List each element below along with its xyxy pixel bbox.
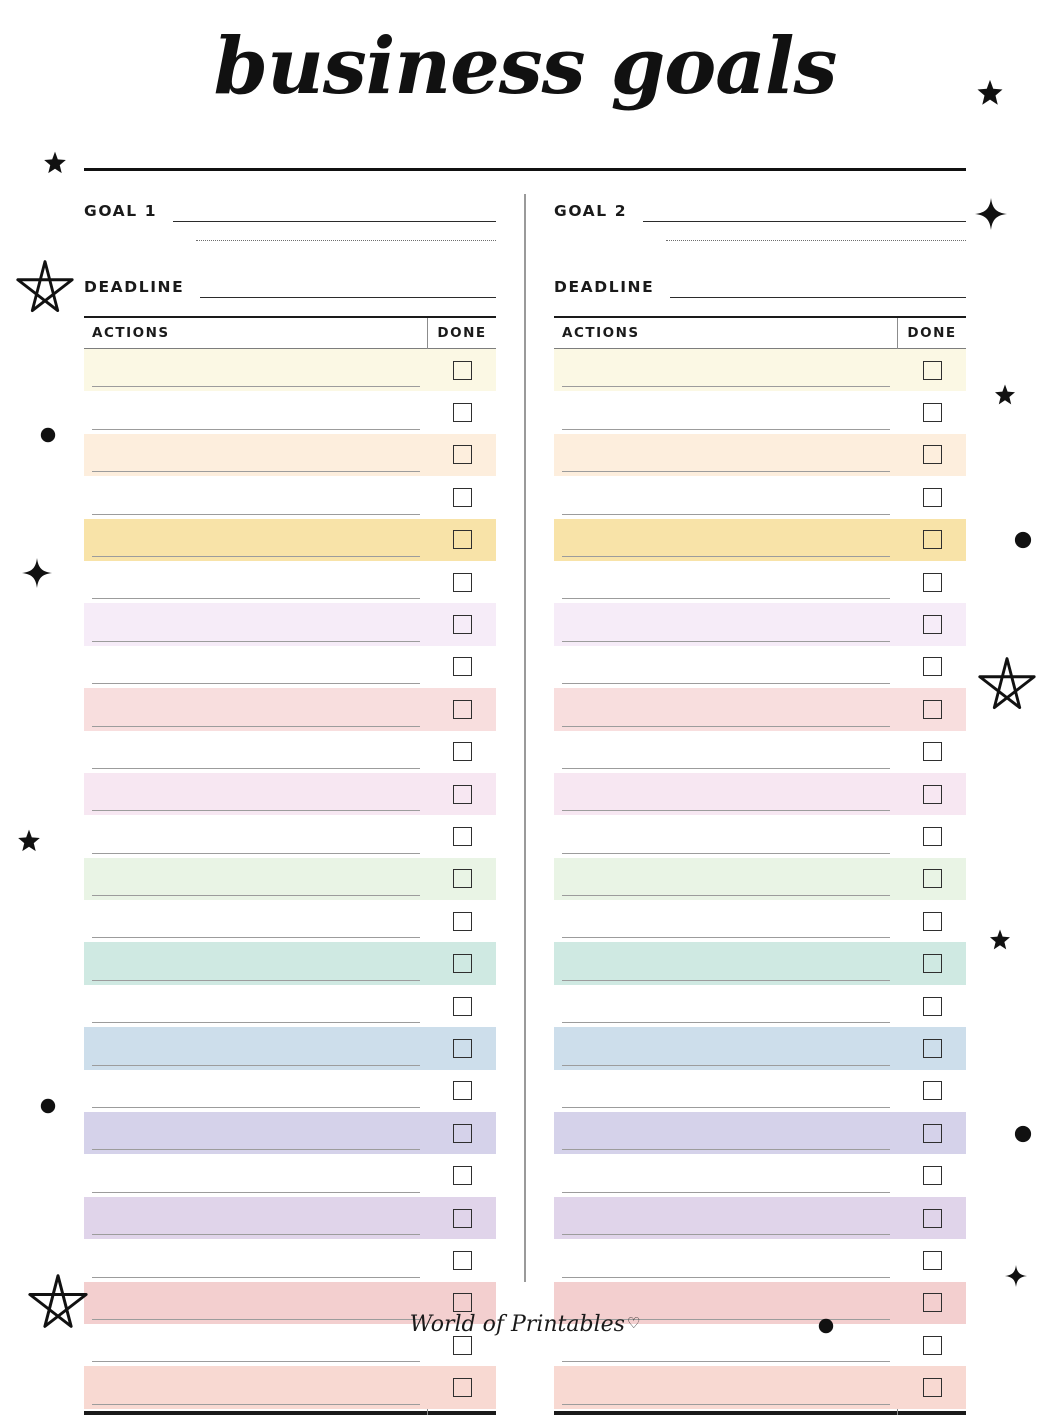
done-checkbox[interactable] — [453, 1251, 472, 1270]
table-row — [554, 519, 966, 561]
done-checkbox[interactable] — [453, 361, 472, 380]
done-checkbox[interactable] — [923, 869, 942, 888]
done-cell — [898, 1070, 966, 1112]
done-cell — [898, 1197, 966, 1239]
done-checkbox[interactable] — [453, 530, 472, 549]
table-row — [84, 1070, 496, 1112]
table-row — [84, 646, 496, 688]
done-cell — [898, 900, 966, 942]
table-row — [84, 985, 496, 1027]
done-cell — [898, 1027, 966, 1069]
done-cell — [428, 773, 496, 815]
done-checkbox[interactable] — [923, 827, 942, 846]
action-input[interactable] — [554, 1366, 898, 1408]
table-row — [84, 1197, 496, 1239]
table-row — [84, 561, 496, 603]
done-cell — [428, 349, 496, 391]
table-row — [84, 858, 496, 900]
table-row — [84, 942, 496, 984]
done-checkbox[interactable] — [923, 445, 942, 464]
done-checkbox[interactable] — [453, 1378, 472, 1397]
done-cell — [898, 1154, 966, 1196]
done-cell — [898, 773, 966, 815]
table-row — [84, 815, 496, 857]
action-input[interactable] — [84, 646, 428, 688]
deadline-input-2[interactable] — [670, 279, 966, 298]
done-cell — [898, 815, 966, 857]
table-row — [554, 688, 966, 730]
action-input[interactable] — [84, 858, 428, 900]
action-input[interactable] — [84, 900, 428, 942]
done-cell — [428, 519, 496, 561]
goal-label: GOAL 1 — [84, 202, 158, 220]
table-rows-1 — [84, 349, 496, 1409]
done-checkbox[interactable] — [923, 615, 942, 634]
done-cell — [898, 561, 966, 603]
done-cell — [428, 688, 496, 730]
done-checkbox[interactable] — [923, 1251, 942, 1270]
done-checkbox[interactable] — [923, 1209, 942, 1228]
table-row — [84, 1112, 496, 1154]
table-rows-2 — [554, 349, 966, 1409]
four-point-star-icon — [975, 198, 1007, 230]
done-cell — [428, 1154, 496, 1196]
done-checkbox[interactable] — [453, 657, 472, 676]
done-checkbox[interactable] — [923, 912, 942, 931]
deadline-label: DEADLINE — [84, 278, 185, 296]
table-row — [84, 1027, 496, 1069]
done-checkbox[interactable] — [923, 1378, 942, 1397]
table-row — [554, 603, 966, 645]
done-checkbox[interactable] — [923, 657, 942, 676]
action-input[interactable] — [554, 985, 898, 1027]
table-row — [84, 688, 496, 730]
action-input[interactable] — [554, 1154, 898, 1196]
table-header-row — [554, 318, 966, 349]
table-row — [554, 561, 966, 603]
table-row — [554, 815, 966, 857]
table-row — [554, 942, 966, 984]
done-cell — [428, 900, 496, 942]
done-cell — [898, 942, 966, 984]
done-checkbox[interactable] — [453, 954, 472, 973]
table-row — [554, 1112, 966, 1154]
done-cell — [898, 1112, 966, 1154]
table-row — [84, 603, 496, 645]
table-row — [554, 985, 966, 1027]
table-row — [554, 1197, 966, 1239]
table-row — [554, 646, 966, 688]
done-checkbox[interactable] — [453, 1039, 472, 1058]
done-cell — [898, 731, 966, 773]
action-input[interactable] — [554, 815, 898, 857]
done-cell — [428, 391, 496, 433]
done-checkbox[interactable] — [923, 1124, 942, 1143]
done-checkbox[interactable] — [923, 954, 942, 973]
table-row — [84, 349, 496, 391]
done-checkbox[interactable] — [923, 1166, 942, 1185]
table-row — [84, 519, 496, 561]
footer — [0, 1312, 1050, 1337]
action-input[interactable] — [84, 603, 428, 645]
action-input[interactable] — [84, 985, 428, 1027]
action-input[interactable] — [554, 434, 898, 476]
done-cell — [428, 731, 496, 773]
dot-icon — [40, 1098, 56, 1114]
done-checkbox[interactable] — [453, 700, 472, 719]
star-icon — [975, 78, 1005, 108]
goal-input-1[interactable] — [173, 203, 496, 222]
table-row — [554, 1154, 966, 1196]
table-row — [554, 858, 966, 900]
goal-input-2[interactable] — [643, 203, 966, 222]
done-checkbox[interactable] — [923, 488, 942, 507]
dot-icon — [40, 427, 56, 443]
table-row — [554, 434, 966, 476]
table-bottom-rule — [554, 1411, 966, 1415]
action-input[interactable] — [84, 688, 428, 730]
goal-field-row — [84, 180, 496, 222]
action-input[interactable] — [84, 1197, 428, 1239]
done-checkbox[interactable] — [923, 700, 942, 719]
done-cell — [428, 561, 496, 603]
done-checkbox[interactable] — [453, 573, 472, 592]
action-input[interactable] — [554, 1197, 898, 1239]
action-input[interactable] — [554, 349, 898, 391]
goal-column-1 — [84, 180, 496, 1415]
action-input[interactable] — [554, 900, 898, 942]
done-cell — [428, 603, 496, 645]
table-row — [84, 731, 496, 773]
goal-field-row — [554, 180, 966, 222]
page-title: business goals — [213, 21, 837, 112]
action-input[interactable] — [554, 646, 898, 688]
done-cell — [428, 1366, 496, 1408]
action-input[interactable] — [84, 519, 428, 561]
done-checkbox[interactable] — [453, 1336, 472, 1355]
table-row — [84, 391, 496, 433]
table-row — [554, 1239, 966, 1281]
done-checkbox[interactable] — [453, 1293, 472, 1312]
deadline-label: DEADLINE — [554, 278, 655, 296]
deadline-field-row — [554, 258, 966, 298]
table-bottom-rule — [84, 1411, 496, 1415]
table-row — [84, 1366, 496, 1408]
done-cell — [898, 349, 966, 391]
star-icon — [988, 928, 1012, 952]
action-input[interactable] — [554, 561, 898, 603]
table-row — [84, 434, 496, 476]
action-input[interactable] — [84, 1239, 428, 1281]
footer-brand: World of Printables — [409, 1312, 625, 1337]
done-checkbox[interactable] — [923, 997, 942, 1016]
done-checkbox[interactable] — [453, 1209, 472, 1228]
table-row — [554, 773, 966, 815]
table-row — [554, 1070, 966, 1112]
done-cell — [428, 1197, 496, 1239]
action-input[interactable] — [84, 942, 428, 984]
table-row — [84, 900, 496, 942]
done-checkbox[interactable] — [453, 869, 472, 888]
column-header-actions: ACTIONS — [562, 325, 640, 341]
column-header-done: DONE — [437, 325, 487, 341]
done-checkbox[interactable] — [453, 785, 472, 804]
table-row — [554, 1366, 966, 1408]
done-checkbox[interactable] — [453, 997, 472, 1016]
table-row — [554, 391, 966, 433]
goal-label: GOAL 2 — [554, 202, 628, 220]
deadline-input-1[interactable] — [200, 279, 496, 298]
actions-table-1 — [84, 316, 496, 1415]
done-cell — [428, 858, 496, 900]
done-checkbox[interactable] — [453, 1081, 472, 1100]
action-input[interactable] — [84, 815, 428, 857]
action-input[interactable] — [554, 476, 898, 518]
action-input[interactable] — [84, 349, 428, 391]
dot-icon — [1014, 1125, 1032, 1143]
action-input[interactable] — [84, 476, 428, 518]
action-input[interactable] — [554, 773, 898, 815]
done-cell — [898, 519, 966, 561]
action-input[interactable] — [554, 1239, 898, 1281]
done-checkbox[interactable] — [923, 1081, 942, 1100]
done-cell — [428, 434, 496, 476]
goal-note-input-2[interactable] — [666, 222, 966, 241]
action-input[interactable] — [554, 1112, 898, 1154]
outline-star-icon — [16, 258, 74, 316]
done-cell — [428, 985, 496, 1027]
column-header-actions: ACTIONS — [92, 325, 170, 341]
action-input[interactable] — [84, 1112, 428, 1154]
done-checkbox[interactable] — [453, 445, 472, 464]
action-input[interactable] — [84, 1070, 428, 1112]
action-input[interactable] — [554, 731, 898, 773]
goal-column-2 — [554, 180, 966, 1415]
goal-note-row — [554, 222, 966, 256]
action-input[interactable] — [554, 942, 898, 984]
action-input[interactable] — [84, 1154, 428, 1196]
action-input[interactable] — [554, 858, 898, 900]
done-cell — [428, 942, 496, 984]
done-cell — [428, 1027, 496, 1069]
action-input[interactable] — [554, 1070, 898, 1112]
done-checkbox[interactable] — [923, 742, 942, 761]
heart-icon: ♡ — [626, 1314, 641, 1332]
done-checkbox[interactable] — [453, 742, 472, 761]
four-point-star-icon — [1005, 1265, 1027, 1287]
dot-icon — [818, 1318, 834, 1334]
done-cell — [898, 688, 966, 730]
done-checkbox[interactable] — [453, 403, 472, 422]
done-cell — [898, 858, 966, 900]
four-point-star-icon — [22, 558, 52, 588]
action-input[interactable] — [84, 434, 428, 476]
table-row — [554, 476, 966, 518]
done-checkbox[interactable] — [453, 615, 472, 634]
done-cell — [898, 646, 966, 688]
star-icon — [993, 383, 1017, 407]
action-input[interactable] — [84, 773, 428, 815]
goals-sheet — [84, 180, 966, 1415]
table-row — [554, 900, 966, 942]
table-row — [554, 349, 966, 391]
done-checkbox[interactable] — [923, 1293, 942, 1312]
deadline-field-row — [84, 258, 496, 298]
title-divider — [84, 168, 966, 171]
done-checkbox[interactable] — [923, 785, 942, 804]
actions-table-2 — [554, 316, 966, 1415]
done-cell — [898, 391, 966, 433]
done-cell — [898, 434, 966, 476]
done-checkbox[interactable] — [453, 488, 472, 507]
done-cell — [428, 646, 496, 688]
column-divider — [496, 180, 554, 1415]
done-checkbox[interactable] — [923, 1336, 942, 1355]
action-input[interactable] — [84, 391, 428, 433]
action-input[interactable] — [554, 1027, 898, 1069]
done-cell — [428, 1112, 496, 1154]
done-cell — [898, 476, 966, 518]
action-input[interactable] — [84, 1366, 428, 1408]
done-checkbox[interactable] — [923, 573, 942, 592]
goal-note-input-1[interactable] — [196, 222, 496, 241]
done-checkbox[interactable] — [923, 1039, 942, 1058]
table-row — [554, 1027, 966, 1069]
action-input[interactable] — [554, 391, 898, 433]
done-cell — [898, 603, 966, 645]
action-input[interactable] — [554, 603, 898, 645]
action-input[interactable] — [84, 731, 428, 773]
table-row — [84, 476, 496, 518]
table-row — [84, 1154, 496, 1196]
column-header-done: DONE — [907, 325, 957, 341]
action-input[interactable] — [554, 688, 898, 730]
outline-star-icon — [28, 1272, 88, 1332]
table-row — [84, 773, 496, 815]
action-input[interactable] — [84, 561, 428, 603]
table-row — [554, 731, 966, 773]
star-icon — [16, 828, 42, 854]
done-cell — [898, 1366, 966, 1408]
action-input[interactable] — [84, 1027, 428, 1069]
done-cell — [898, 985, 966, 1027]
goal-note-row — [84, 222, 496, 256]
done-cell — [898, 1239, 966, 1281]
done-checkbox[interactable] — [453, 912, 472, 931]
done-checkbox[interactable] — [923, 530, 942, 549]
table-header-row — [84, 318, 496, 349]
dot-icon — [1014, 531, 1032, 549]
done-checkbox[interactable] — [923, 403, 942, 422]
done-checkbox[interactable] — [453, 1166, 472, 1185]
done-cell — [428, 476, 496, 518]
done-checkbox[interactable] — [453, 1124, 472, 1143]
done-checkbox[interactable] — [923, 361, 942, 380]
done-cell — [428, 1070, 496, 1112]
done-cell — [428, 815, 496, 857]
star-icon — [42, 150, 68, 176]
done-checkbox[interactable] — [453, 827, 472, 846]
action-input[interactable] — [554, 519, 898, 561]
outline-star-icon — [978, 655, 1036, 713]
table-row — [84, 1239, 496, 1281]
done-cell — [428, 1239, 496, 1281]
